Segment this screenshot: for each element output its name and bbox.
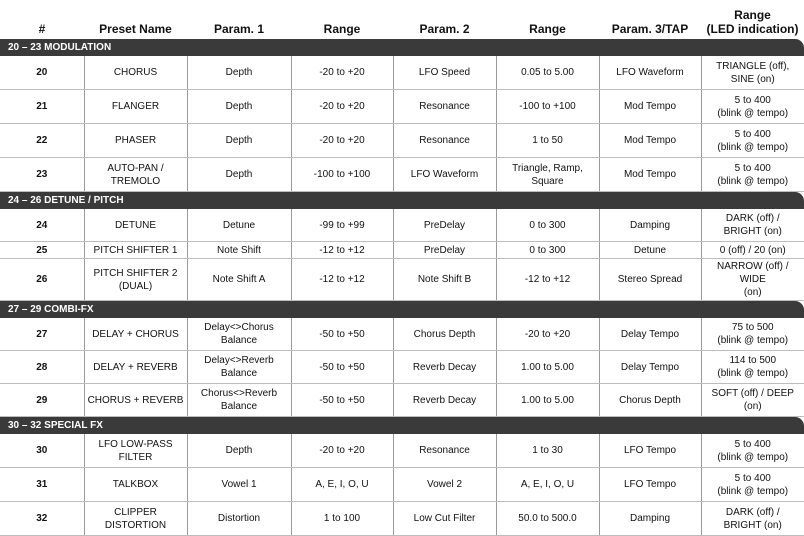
cell-param-2: Resonance [393,434,496,468]
header-row [0,0,804,39]
section-title: 20 – 23 MODULATION [0,39,804,56]
table-row [0,384,804,417]
cell-param-1: Vowel 1 [187,468,291,502]
cell-range-2: 1 to 30 [496,434,599,468]
table-row [0,158,804,192]
cell-param-3: Mod Tempo [599,124,701,158]
cell-range-3: NARROW (off) / WIDE (on) [701,259,804,301]
cell-param-1: Distortion [187,502,291,536]
table-row [0,468,804,502]
cell-preset-name: LFO LOW-PASS FILTER [84,434,187,468]
cell-range-2: -12 to +12 [496,259,599,301]
cell-range-1: -50 to +50 [291,318,393,351]
cell-num: 22 [0,124,84,158]
cell-range-3: TRIANGLE (off), SINE (on) [701,56,804,90]
cell-range-3: 114 to 500 (blink @ tempo) [701,351,804,384]
column-header-param-3: Param. 3/TAP [611,22,689,36]
cell-param-3: Delay Tempo [599,318,701,351]
cell-param-1: Note Shift [187,242,291,259]
cell-param-2: Reverb Decay [393,384,496,417]
cell-range-3: DARK (off) / BRIGHT (on) [701,209,804,242]
cell-preset-name: CHORUS + REVERB [84,384,187,417]
cell-param-3: Damping [599,502,701,536]
column-header-range-2: Range [529,22,566,36]
cell-preset-name: PHASER [84,124,187,158]
cell-num: 25 [0,242,84,259]
cell-num: 23 [0,158,84,192]
cell-range-1: -100 to +100 [291,158,393,192]
table-row [0,351,804,384]
cell-range-1: -50 to +50 [291,351,393,384]
cell-range-1: -20 to +20 [291,56,393,90]
table-row [0,434,804,468]
cell-param-1: Detune [187,209,291,242]
cell-range-2: Triangle, Ramp, Square [496,158,599,192]
cell-param-2: Vowel 2 [393,468,496,502]
cell-param-1: Chorus<>Reverb Balance [187,384,291,417]
cell-range-3: 0 (off) / 20 (on) [701,242,804,259]
cell-num: 28 [0,351,84,384]
cell-preset-name: AUTO-PAN / TREMOLO [84,158,187,192]
cell-num: 29 [0,384,84,417]
table-row [0,259,804,301]
cell-range-1: -20 to +20 [291,90,393,124]
cell-param-3: Stereo Spread [599,259,701,301]
cell-param-1: Depth [187,124,291,158]
cell-range-2: -20 to +20 [496,318,599,351]
cell-param-1: Depth [187,158,291,192]
cell-preset-name: FLANGER [84,90,187,124]
column-header-num: # [38,22,46,36]
table-row [0,124,804,158]
cell-range-3: 5 to 400 (blink @ tempo) [701,468,804,502]
cell-param-1: Note Shift A [187,259,291,301]
section-header [0,301,804,319]
table-row [0,318,804,351]
cell-param-2: Resonance [393,124,496,158]
cell-range-1: -99 to +99 [291,209,393,242]
cell-param-2: Reverb Decay [393,351,496,384]
cell-range-3: DARK (off) / BRIGHT (on) [701,502,804,536]
section-title: 27 – 29 COMBI-FX [0,301,804,319]
cell-range-2: 1.00 to 5.00 [496,384,599,417]
cell-range-3: 5 to 400 (blink @ tempo) [701,90,804,124]
cell-preset-name: TALKBOX [84,468,187,502]
table-row [0,56,804,90]
cell-param-3: Damping [599,209,701,242]
cell-num: 30 [0,434,84,468]
cell-range-3: 5 to 400 (blink @ tempo) [701,434,804,468]
section-title: 30 – 32 SPECIAL FX [0,417,804,435]
cell-param-3: Detune [599,242,701,259]
cell-num: 31 [0,468,84,502]
cell-range-2: A, E, I, O, U [496,468,599,502]
cell-range-2: 1.00 to 5.00 [496,351,599,384]
section-title: 24 – 26 DETUNE / PITCH [0,192,804,210]
cell-num: 24 [0,209,84,242]
column-header-param-1: Param. 1 [213,22,265,36]
cell-param-2: LFO Speed [393,56,496,90]
table-body [0,39,804,536]
cell-param-1: Depth [187,56,291,90]
cell-range-2: 0 to 300 [496,242,599,259]
cell-preset-name: CHORUS [84,56,187,90]
cell-param-2: PreDelay [393,209,496,242]
cell-range-2: 0 to 300 [496,209,599,242]
cell-num: 32 [0,502,84,536]
cell-range-2: -100 to +100 [496,90,599,124]
cell-range-3: SOFT (off) / DEEP (on) [701,384,804,417]
cell-range-1: -50 to +50 [291,384,393,417]
cell-param-3: LFO Waveform [599,56,701,90]
cell-param-2: Low Cut Filter [393,502,496,536]
section-header [0,417,804,435]
column-header-range-1: Range [323,22,361,36]
table-row [0,90,804,124]
cell-range-1: -20 to +20 [291,124,393,158]
cell-num: 27 [0,318,84,351]
cell-range-1: -12 to +12 [291,259,393,301]
cell-param-3: LFO Tempo [599,434,701,468]
cell-preset-name: PITCH SHIFTER 2 (DUAL) [84,259,187,301]
section-header [0,39,804,56]
cell-param-3: Delay Tempo [599,351,701,384]
cell-preset-name: DETUNE [84,209,187,242]
cell-range-2: 0.05 to 5.00 [496,56,599,90]
cell-preset-name: CLIPPER DISTORTION [84,502,187,536]
cell-param-1: Depth [187,90,291,124]
cell-param-3: Mod Tempo [599,158,701,192]
table-row [0,502,804,536]
cell-num: 21 [0,90,84,124]
cell-param-2: LFO Waveform [393,158,496,192]
table-row [0,209,804,242]
section-header [0,192,804,210]
column-header-preset-name: Preset Name [99,22,172,36]
table-row [0,242,804,259]
cell-range-1: -12 to +12 [291,242,393,259]
cell-preset-name: DELAY + CHORUS [84,318,187,351]
cell-preset-name: DELAY + REVERB [84,351,187,384]
cell-param-2: Chorus Depth [393,318,496,351]
cell-num: 20 [0,56,84,90]
cell-param-1: Delay<>Chorus Balance [187,318,291,351]
cell-param-2: Resonance [393,90,496,124]
cell-range-2: 1 to 50 [496,124,599,158]
cell-param-3: Chorus Depth [599,384,701,417]
cell-range-1: A, E, I, O, U [291,468,393,502]
cell-preset-name: PITCH SHIFTER 1 [84,242,187,259]
cell-param-1: Delay<>Reverb Balance [187,351,291,384]
cell-range-3: 5 to 400 (blink @ tempo) [701,158,804,192]
cell-num: 26 [0,259,84,301]
cell-range-3: 75 to 500 (blink @ tempo) [701,318,804,351]
cell-range-3: 5 to 400 (blink @ tempo) [701,124,804,158]
cell-param-1: Depth [187,434,291,468]
table-header [0,0,804,39]
column-header-range-3: Range (LED indication) [706,8,799,36]
cell-range-1: 1 to 100 [291,502,393,536]
cell-param-2: Note Shift B [393,259,496,301]
cell-param-3: Mod Tempo [599,90,701,124]
column-header-param-2: Param. 2 [419,22,470,36]
cell-param-3: LFO Tempo [599,468,701,502]
cell-range-2: 50.0 to 500.0 [496,502,599,536]
cell-range-1: -20 to +20 [291,434,393,468]
cell-param-2: PreDelay [393,242,496,259]
